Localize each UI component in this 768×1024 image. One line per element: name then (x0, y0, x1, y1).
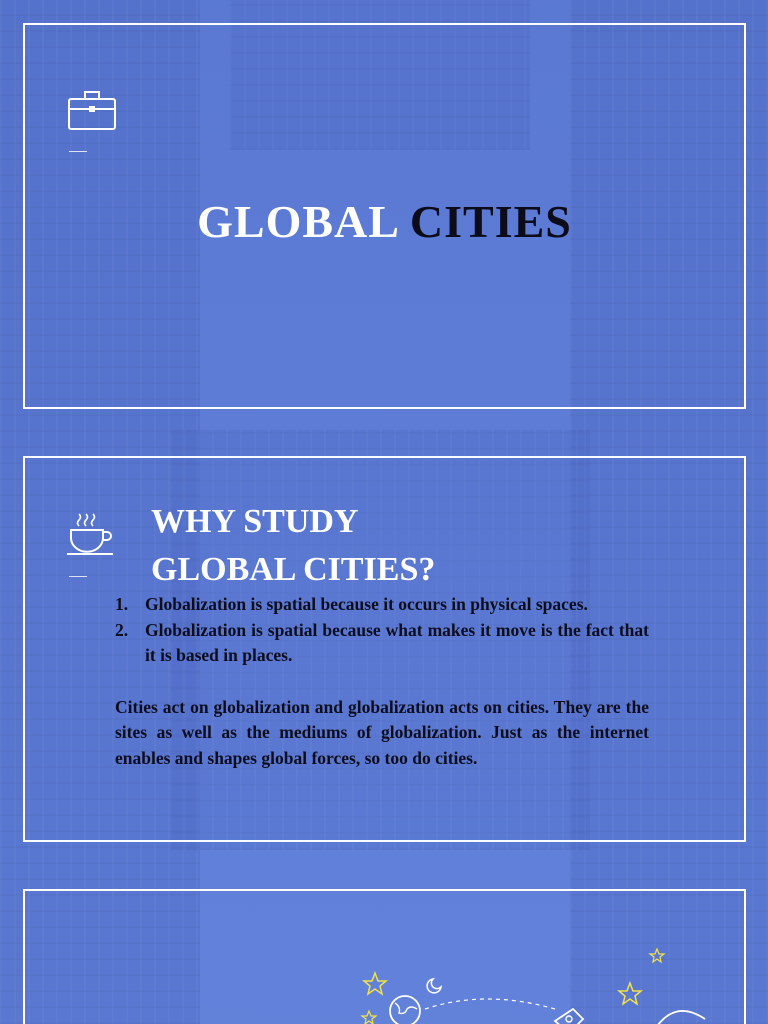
coffee-cup-icon (65, 510, 117, 563)
heading-line-2: GLOBAL CITIES? (151, 551, 436, 588)
list-text: Globalization is spatial because it occurs in physical spaces. (145, 594, 588, 614)
paragraph: Cities act on globalization and globalization acts on cities. They are the sites as well as the mediums of globalization. Just as the internet enables and shapes global forces, so too do cities. (115, 696, 649, 768)
icon-underline (69, 576, 87, 577)
moon-icon (427, 979, 441, 993)
icon-underline (69, 151, 87, 152)
star-icon (650, 949, 664, 962)
reasons-list (115, 592, 649, 669)
ship-outline (655, 1011, 705, 1024)
star-icon (619, 983, 641, 1004)
rocket-icon (555, 1009, 583, 1024)
next-slide (23, 889, 746, 1024)
list-number: 1. (115, 594, 129, 614)
globe-icon (390, 996, 420, 1024)
list-number: 2. (115, 619, 129, 640)
title-word-1: GLOBAL (197, 196, 398, 247)
briefcase-icon (67, 89, 117, 136)
doodle-group (355, 911, 745, 1024)
body-content (115, 592, 649, 771)
star-icon (364, 973, 386, 994)
list-item (115, 592, 649, 618)
why-study-slide (23, 456, 746, 842)
section-heading (151, 498, 435, 594)
list-item (115, 618, 649, 669)
list-text: Globalization is spatial because what makes it move is the fact that it is based in places. (145, 619, 649, 665)
title-slide (23, 23, 746, 409)
star-icon (362, 1011, 376, 1024)
doodles-svg (355, 911, 745, 1024)
heading-line-1: WHY STUDY (151, 503, 359, 540)
dashed-path (425, 999, 555, 1009)
page-title (25, 195, 744, 248)
title-word-2: CITIES (409, 196, 572, 247)
